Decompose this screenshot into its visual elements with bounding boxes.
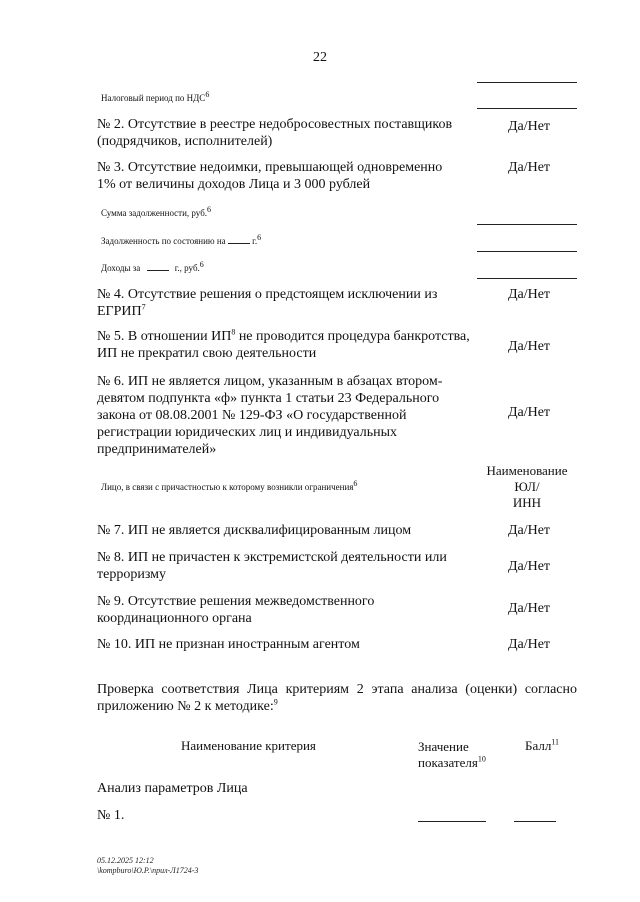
analysis-header: Анализ параметров Лица	[97, 781, 248, 796]
debt-date-line[interactable]	[477, 251, 577, 252]
footer	[97, 856, 198, 876]
income-year-blank[interactable]	[147, 262, 169, 271]
item-9-yes-no[interactable]: Да/Нет	[507, 601, 551, 616]
debt-sum-line[interactable]	[477, 224, 577, 225]
row-1-label: № 1.	[97, 808, 125, 823]
stage-2-paragraph: Проверка соответствия Лица критериям 2 этапа анализа (оценки) согласно приложению № 2 к методике:$^9$	[97, 682, 577, 714]
item-8-yes-no[interactable]: Да/Нет	[507, 559, 551, 574]
debt-date-blank[interactable]	[228, 235, 250, 244]
item-10-text: № 10. ИП не признан иностранным агентом	[97, 637, 360, 652]
value-column-header	[418, 739, 486, 771]
debt-date-label: Задолженность по состоянию на г.$^6$	[101, 233, 262, 246]
item-5-text: № 5. В отношении $ИП^8$ не проводится процедура банкротства, ИП не прекратил свою деятельности	[97, 327, 470, 361]
item-7-yes-no[interactable]: Да/Нет	[507, 523, 551, 538]
value-col-line2: показателя$^{10}$	[418, 754, 486, 770]
item-7-text: № 7. ИП не является дисквалифицированным лицом	[97, 523, 412, 538]
debt-sum-label: Сумма задолженности, руб.$^6$	[101, 205, 212, 218]
vat-period-label: Налоговый период по НДС$^6$	[101, 90, 210, 103]
score-column-header: Балл$^{11}$	[525, 737, 560, 753]
item-6-text: № 6. ИП не является лицом, указанным в абзацах втором-девятом подпункта «ф» пункта 1 статьи 23 Федерального закона от 08.08.2001 № 129-ФЗ «О государственной регистрации юридических лиц и индивидуальных предпринимателей»	[97, 374, 443, 457]
item-9-text: № 9. Отсутствие решения межведомственного координационного органа	[97, 594, 375, 626]
restriction-label: Лицо, в связи с причастностью к которому возникли ограничения$^6$	[101, 479, 358, 492]
restriction-column-header	[472, 463, 582, 511]
page-number: 22	[313, 50, 327, 65]
row-1-value-line[interactable]	[418, 821, 486, 822]
item-3-yes-no[interactable]: Да/Нет	[507, 160, 551, 175]
footer-date: 05.12.2025 12:12	[97, 856, 154, 865]
value-col-line1: Значение	[418, 739, 469, 754]
vat-period-line[interactable]	[477, 108, 577, 109]
item-6-yes-no[interactable]: Да/Нет	[507, 405, 551, 420]
item-8-text: № 8. ИП не причастен к экстремистской деятельности или терроризму	[97, 550, 447, 582]
item-2-text: № 2. Отсутствие в реестре недобросовестных поставщиков (подрядчиков, исполнителей)	[97, 117, 453, 149]
restriction-col-line1: Наименование	[486, 463, 568, 478]
row-1-score-line[interactable]	[514, 821, 556, 822]
vat-period-top-line	[477, 82, 577, 83]
item-3-text: № 3. Отсутствие недоимки, превышающей одновременно 1% от величины доходов Лица и 3 000 рублей	[97, 160, 443, 192]
income-label: Доходы за г., руб.$^6$	[101, 260, 204, 273]
restriction-col-line2: ЮЛ/	[514, 479, 540, 494]
item-10-yes-no[interactable]: Да/Нет	[507, 637, 551, 652]
item-4-yes-no[interactable]: Да/Нет	[507, 287, 551, 302]
criterion-column-header: Наименование критерия	[181, 738, 316, 753]
item-5-yes-no[interactable]: Да/Нет	[507, 339, 551, 354]
restriction-col-line3: ИНН	[512, 495, 542, 510]
footer-path: \kompburo\Ю.Р.\прил-Л1724-3	[97, 866, 199, 875]
item-2-yes-no[interactable]: Да/Нет	[507, 119, 551, 134]
income-line[interactable]	[477, 278, 577, 279]
item-4-text: № 4. Отсутствие решения о предстоящем исключении из ЕГРИП$^7$	[97, 287, 438, 319]
